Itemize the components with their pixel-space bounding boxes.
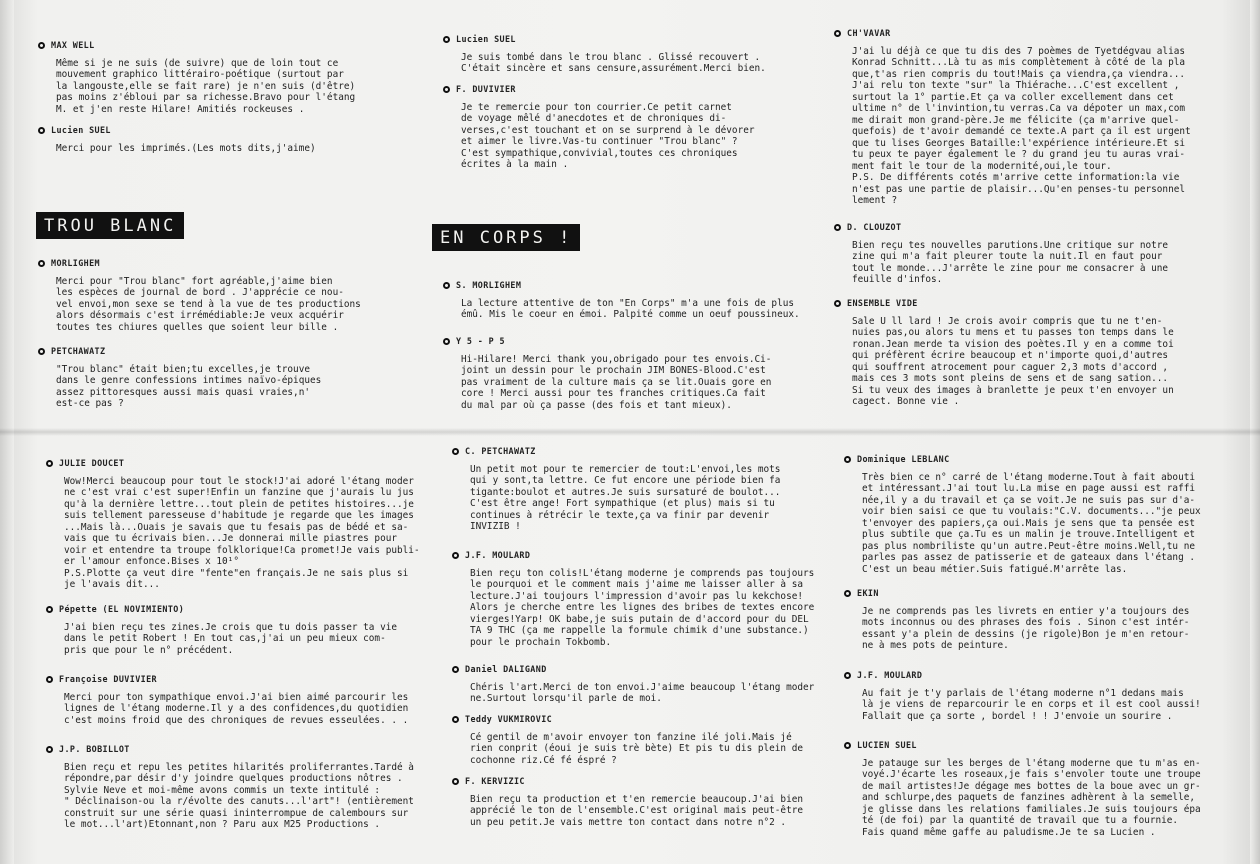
column-right-top (834, 28, 1244, 424)
letter-author: MORLIGHEM (51, 258, 100, 268)
letter-author: S. MORLIGHEM (456, 280, 522, 290)
letter-entry (844, 454, 1244, 575)
banner-trou-blanc: TROU BLANC (36, 212, 184, 239)
column-middle-top (443, 34, 823, 424)
letter-text: Merci pour "Trou blanc" fort agréable,j'aime bien les espèces de journal de bord . J'apprécie ce nou- vel envoi,mon sexe se tend à la vue de tes productions alors désormais c'est irrémédiable:Je veux acquérir toutes tes chiures quelles que soient leur bille . (56, 275, 361, 333)
bullet-icon (834, 300, 841, 307)
letter-author: Françoise DUVIVIER (59, 674, 157, 684)
bullet-icon (443, 36, 450, 43)
letter-author: Pépette (EL NOVIMIENTO) (59, 604, 185, 614)
bullet-icon (834, 224, 841, 231)
letter-author: PETCHAWATZ (51, 346, 106, 356)
letter-author: Lucien SUEL (456, 34, 516, 44)
bullet-icon (443, 282, 450, 289)
bullet-icon (443, 86, 450, 93)
letter-text: Bien reçu tes nouvelles parutions.Une critique sur notre zine qui m'a fait pleurer toute la nuit.Il en faut pour tout le monde...J'arrête le zine pour me consacrer à une feuille d'infos. (852, 239, 1169, 285)
letter-entry (452, 714, 832, 766)
letter-text: Merci pour les imprimés.(Les mots dits,j'aime) (56, 142, 316, 154)
letter-entry (443, 34, 823, 75)
banner-en-corps: EN CORPS ! (432, 224, 580, 251)
letter-entry (452, 664, 832, 705)
letter-text: Même si je ne suis (de suivre) que de loin tout ce mouvement graphico littérairo-poétique (surtout par la langouste,elle se fait rare) je n'en suis (d'être) pas moins z'ébloui par sa richesse.Bravo pour l'étang M. et j'en reste Hilare! Amitiés rockeuses . (56, 57, 356, 115)
letter-author: J.F. MOULARD (857, 670, 923, 680)
letter-text: Merci pour ton sympathique envoi.J'ai bien aimé parcourir les lignes de l'étang moderne.Il y a des confidences,du quotidien c'est moins froid que des chroniques de revues esseulées. . . (64, 691, 409, 726)
letter-entry (452, 776, 832, 828)
letter-author: MAX WELL (51, 40, 95, 50)
letter-text: Je suis tombé dans le trou blanc . Glissé recouvert . C'était sincère et sans censure,assurément.Merci bien. (461, 51, 766, 74)
letter-entry (834, 28, 1244, 207)
bullet-icon (46, 460, 53, 467)
letter-entry (46, 458, 426, 591)
letter-author: J.P. BOBILLOT (59, 744, 130, 754)
letter-text: Au fait je t'y parlais de l'étang moderne n°1 dedans mais là je viens de reparcourir le en corps et il est cool aussi! Fallait que ça sorte , bordel ! ! J'envoie un sourire . (862, 687, 1201, 722)
letter-author: Dominique LEBLANC (857, 454, 950, 464)
letter-text: Sale U ll lard ! Je crois avoir compris que tu ne t'en- nuies pas,ou alors tu mens et tu passes ton temps dans le ronan.Jean merde ta vision des poètes.Il y en a comme toi qui préfèrent écrire beaucoup et n'importe quoi,d'autres qui souffrent atrocement pour caguer 2,3 mots d'accord , mais ces 3 mots sont pleins de sens et de sang sation... Si tu veux des images à branlette je peux t'en envoyer un cagect. Bonne vie . (852, 315, 1174, 407)
letter-entry (38, 40, 393, 115)
letter-text: "Trou blanc" était bien;tu excelles,je trouve dans le genre confessions intimes naïvo-épiques assez pittoresques aussi mais quasi vraies,n' est-ce pas ? (56, 363, 322, 409)
letter-author: EKIN (857, 588, 879, 598)
letter-text: Un petit mot pour te remercier de tout:L'envoi,les mots qui y sont,ta lettre. Ce fut encore une période bien fa tigante:boulot et autres.Je suis sursaturé de boulot... C'est être ange! Fort sympathique (et plus) mais si tu continues à rétrécir le texte,ça va finir par devenir INVIZIB ! (470, 463, 781, 532)
horizontal-fold (0, 428, 1260, 436)
letter-author: Teddy VUKMIROVIC (465, 714, 553, 724)
letter-entry (834, 298, 1244, 408)
bullet-icon (38, 127, 45, 134)
letter-text: J'ai bien reçu tes zines.Je crois que tu dois passer ta vie dans le petit Robert ! En tout cas,j'ai un peu mieux com- pris que pour le n° précédent. (64, 621, 398, 656)
bullet-icon (844, 742, 851, 749)
letter-text: Wow!Merci beaucoup pour tout le stock!J'ai adoré l'étang moder ne c'est vrai c'est super!Enfin un fanzine que j'aurais lu jus qu'à la dernière lettre...tout plein de petites histoires...je suis tellement paresseuse d'habitude je regarde que les images ...Mais là...Ouais je savais que tu fesais pas de bédé et sa- vais que tu écrivais bien...Je donnerai mille piastres pour voir et entendre ta troupe folklorique!Ca promet!Je vais publi- er l'amour enfonce.Bises x 10¹° P.S.Plotte ça veut dire "fente"en français.Je ne sais plus si je l'avais dit... (64, 475, 420, 590)
letter-author: Y 5 - P 5 (456, 336, 505, 346)
letter-entry (844, 588, 1244, 652)
bullet-icon (46, 606, 53, 613)
letter-text: Hi-Hilare! Merci thank you,obrigado pour tes envois.Ci- joint un dessin pour le prochain JIM BONES-Blood.C'est pas vraiment de la culture mais ça se lit.Ouais gore en core ! Merci aussi pour tes franches critiques.Ca fait du mal par où ça passe (des fois et tant mieux). (461, 353, 772, 411)
letter-text: J'ai lu déjà ce que tu dis des 7 poèmes de Tyetdégvau alias Konrad Schnitt...Là tu as mis complètement à côté de la pla que,t'as rien compris du tout!Mais ça viendra,ça viendra... J'ai relu ton texte "sur" la Thiérache...C'est excellent , surtout la 1° partie.Et ça va coller excellement dans cet ultime n° de l'invintion,tu verras.Ca va dépoter un max,com me dirait mon grand-père.Je me félicite (ça m'arrive quel- quefois) de t'avoir demandé ce texte.A part ça il est urgent que tu lises Georges Bataille:l'expérience intérieure.Et si tu peux te payer également le ? du grand jeu tu auras vrai- ment fait le tour de la modernité,oui,le tour. P.S. De différents cotés m'arrive cette information:la vie n'est pas une partie de plaisir...Qu'en penses-tu personnel lement ? (852, 45, 1191, 206)
letter-author: C. PETCHAWATZ (465, 446, 536, 456)
bullet-icon (38, 348, 45, 355)
letter-text: Bien reçu ton colis!L'étang moderne je comprends pas toujours le pourquoi et le comment mais j'aime me laisser aller à sa lecture.J'ai toujours l'impression d'avoir pas lu kekchose! Alors je cherche entre les lignes des bribes de textes encore vierges!Yarp! OK babe,je suis putain de d'accord pour du DEL TA 9 THC (ça me rappelle la formule chimik d'une substance.) pour le prochain Tokbomb. (470, 567, 815, 648)
letter-author: CH'VAVAR (847, 28, 891, 38)
letter-author: F. DUVIVIER (456, 84, 516, 94)
bullet-icon (844, 456, 851, 463)
bullet-icon (38, 42, 45, 49)
letter-text: Chéris l'art.Merci de ton envoi.J'aime beaucoup l'étang moder ne.Surtout lorsqu'il parle de moi. (470, 681, 815, 704)
column-left-bottom (46, 458, 426, 858)
letter-text: Très bien ce n° carré de l'étang moderne.Tout à fait abouti et intéressant.J'ai tout lu.La mise en page aussi est raffi née,il y a du travail et ça se voit.Je ne suis pas sur d'a- voir bien saisi ce que tu voulais:"C.V. documents..."je peux t'envoyer des papiers,ça oui.Mais je sens que ta pensée est plus subtile que ça.Tu es un malin je trouve.Intelligent et pas plus nombriliste qu'un autre.Peut-être moins.Well,tu ne parles pas assez de patisserie et de gateaux dans l'étang . C'est un beau métier.Suis fatigué.M'arrête las. (862, 471, 1201, 575)
letter-entry (443, 280, 823, 321)
letter-text: Cé gentil de m'avoir envoyer ton fanzine ilé joli.Mais jé rien conprit (éoui je suis trè bète) Et pis tu dis plein de cochonne riz.Cé fé éspré ? (470, 731, 804, 766)
column-right-bottom (844, 454, 1244, 858)
letter-entry (452, 446, 832, 533)
letter-entry (844, 670, 1244, 722)
letter-text: Bien reçu et repu les petites hilarités proliferrantes.Tardé à répondre,par désir d'y joindre quelques productions nôtres . Sylvie Neve et moi-même avons commis un texte intitulé : " Déclinaison-ou la r/évolte des canuts...l'art"! (entièrement construit sur une série quasi ininterrompue de calembours sur le mot...l'art)Etonnant,non ? Paru aux M25 Productions . (64, 761, 414, 830)
letter-text: Bien reçu ta production et t'en remercie beaucoup.J'ai bien apprécié le ton de l'ensemble.C'est original mais peut-être un peu petit.Je vais mettre ton contact dans notre n°2 . (470, 793, 804, 828)
letter-entry (452, 550, 832, 648)
letter-text: Je te remercie pour ton courrier.Ce petit carnet de voyage mêlé d'anecdotes et de chroniques di- verses,c'est touchant et on se surprend à le dévorer et aimer le livre.Vas-tu continuer "Trou blanc" ? C'est sympathique,convivial,toutes ces chroniques écrites à la main . (461, 101, 755, 170)
letter-entry (443, 84, 823, 171)
letter-entry (844, 740, 1244, 838)
bullet-icon (46, 676, 53, 683)
bullet-icon (834, 30, 841, 37)
letter-entry (46, 674, 426, 726)
bullet-icon (452, 778, 459, 785)
bullet-icon (46, 746, 53, 753)
column-left-top (38, 40, 393, 420)
bullet-icon (844, 672, 851, 679)
bullet-icon (38, 260, 45, 267)
letter-entry (38, 125, 393, 154)
letter-text: La lecture attentive de ton "En Corps" m'a une fois de plus émû. Mis le coeur en émoi. Palpité comme un oeuf poussineux. (461, 297, 800, 320)
letter-author: D. CLOUZOT (847, 222, 902, 232)
column-middle-bottom (452, 446, 832, 858)
bullet-icon (452, 448, 459, 455)
letter-text: Je ne comprends pas les livrets en entier y'a toujours des mots inconnus ou des phrases des fois . Sinon c'est intér- essant y'a plein de dessins (je rigole)Bon je m'en retour- ne à mes pots de peinture. (862, 605, 1190, 651)
letter-author: J.F. MOULARD (465, 550, 531, 560)
letter-author: F. KERVIZIC (465, 776, 525, 786)
bullet-icon (452, 552, 459, 559)
letter-author: Daniel DALIGAND (465, 664, 547, 674)
letter-entry (38, 258, 393, 333)
letter-entry (46, 744, 426, 831)
letter-text: Je patauge sur les berges de l'étang moderne que tu m'as en- voyé.J'écarte les roseaux,je fais s'envoler toute une troupe de mail artistes!Je dégage mes bottes de la boue avec un gr- and schlurpe,des paquets de fanzines adhèrent à la semelle, je glisse dans les relations familiales.Je suis toujours épa té (de foi) par la quantité de travail que tu a fournie. Fais quand même gaffe au paludisme.Je te sa Lucien . (862, 757, 1201, 838)
letter-author: JULIE DOUCET (59, 458, 125, 468)
letter-entry (46, 604, 426, 656)
letter-author: LUCIEN SUEL (857, 740, 917, 750)
letter-entry (38, 346, 393, 410)
letter-author: ENSEMBLE VIDE (847, 298, 918, 308)
bullet-icon (452, 716, 459, 723)
letter-entry (834, 222, 1244, 286)
bullet-icon (452, 666, 459, 673)
bullet-icon (844, 590, 851, 597)
letter-author: Lucien SUEL (51, 125, 111, 135)
letter-entry (443, 336, 823, 411)
bullet-icon (443, 338, 450, 345)
